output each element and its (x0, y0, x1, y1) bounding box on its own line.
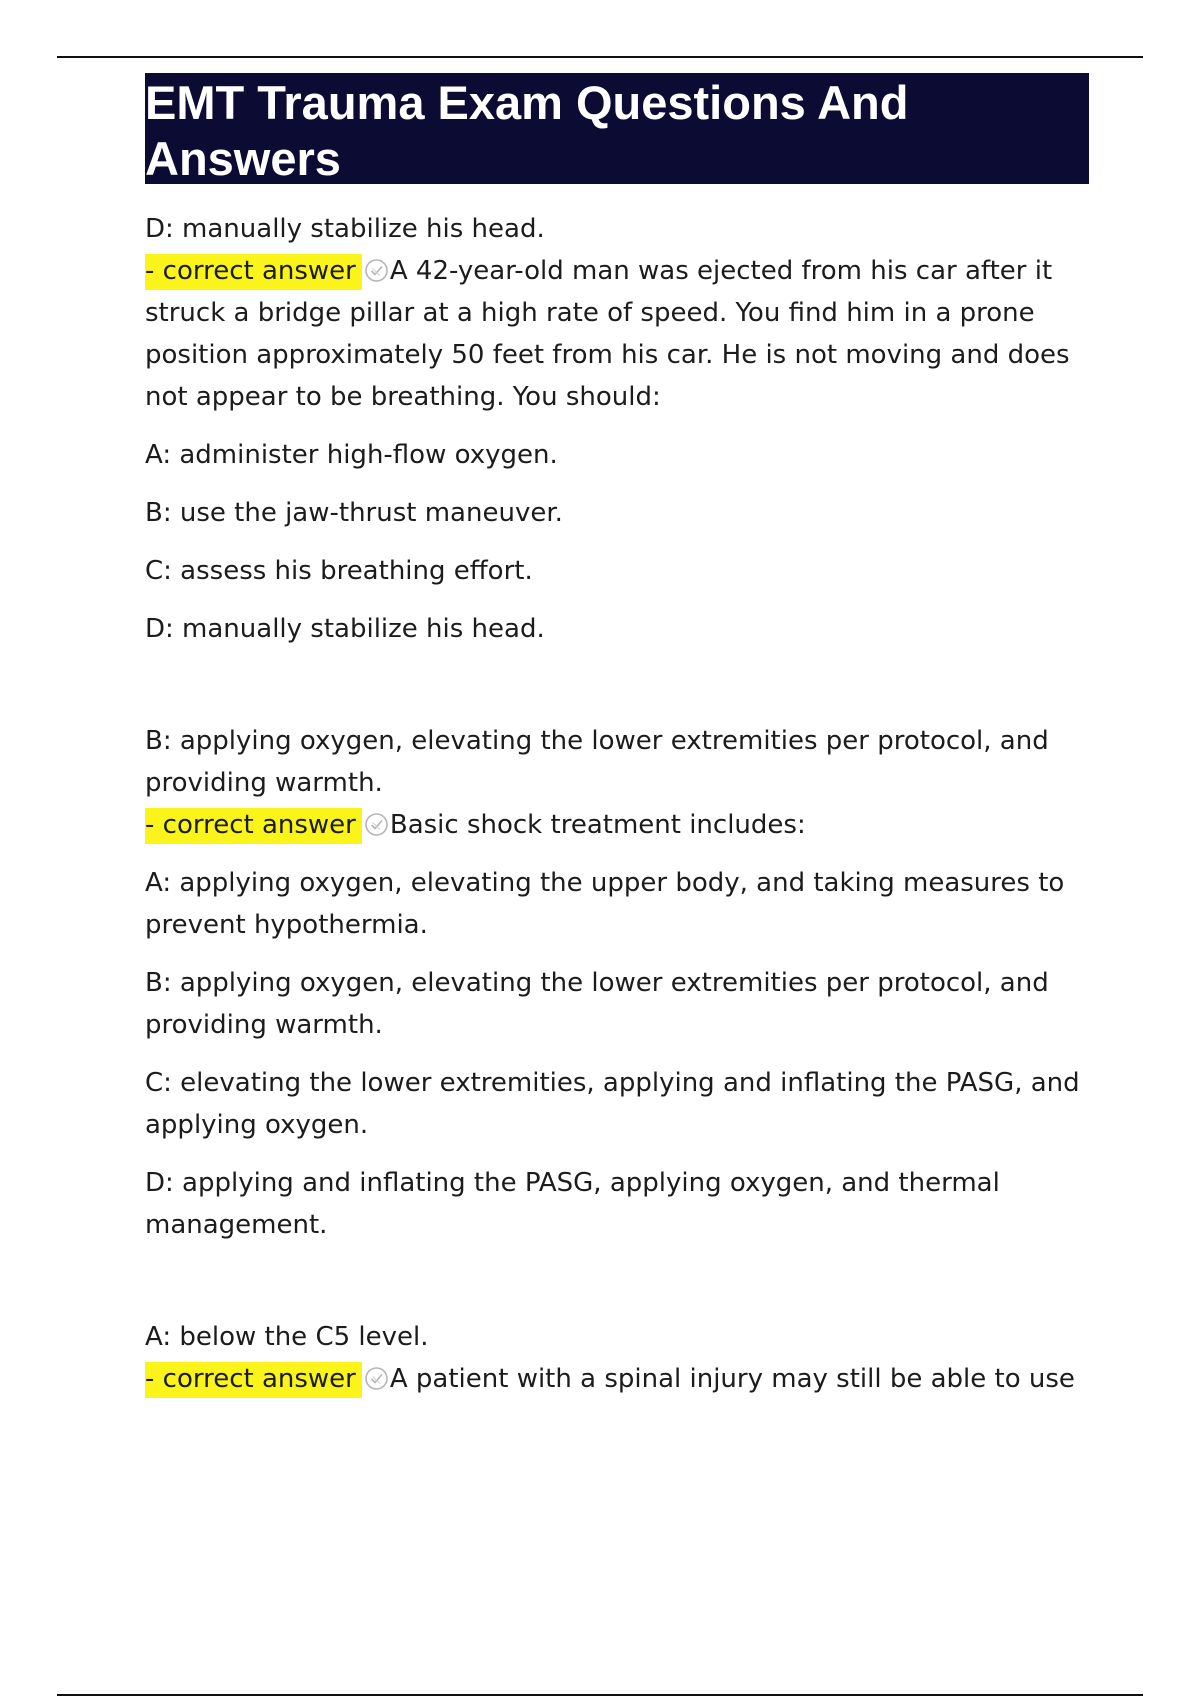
answer-text: A: below the C5 level. (145, 1322, 429, 1352)
check-circle-icon (364, 812, 389, 837)
question-line (145, 804, 1090, 846)
answer-text: D: manually stabilize his head. (145, 214, 545, 244)
top-rule (57, 56, 1143, 58)
correct-answer-marker: - correct answer (145, 808, 362, 844)
check-circle-icon (364, 258, 389, 283)
qa-item (145, 1316, 1090, 1400)
check-circle-icon (364, 1366, 389, 1391)
question-line (145, 250, 1090, 418)
question-text: Basic shock treatment includes: (389, 810, 806, 840)
qa-content (145, 208, 1090, 1416)
bottom-rule (57, 1694, 1143, 1696)
option-b: B: applying oxygen, elevating the lower extremities per protocol, and providing warmth. (145, 968, 1049, 1040)
question-text: A patient with a spinal injury may still be able to use (389, 1364, 1075, 1394)
option-b: B: use the jaw-thrust maneuver. (145, 498, 563, 528)
correct-answer-marker: - correct answer (145, 254, 362, 290)
item-spacer (145, 666, 1090, 720)
option-a: A: applying oxygen, elevating the upper body, and taking measures to prevent hypothermia. (145, 868, 1065, 940)
option-d: D: applying and inflating the PASG, applying oxygen, and thermal management. (145, 1168, 1000, 1240)
option-d: D: manually stabilize his head. (145, 614, 545, 644)
question-text: A 42-year-old man was ejected from his car after it struck a bridge pillar at a high rate of speed. You find him in a prone position approximately 50 feet from his car. He is not moving and does not appear to be breathing. You should: (145, 256, 1070, 412)
item-spacer (145, 1262, 1090, 1316)
title-banner (145, 73, 1089, 184)
option-c: C: assess his breathing effort. (145, 556, 533, 586)
option-c: C: elevating the lower extremities, applying and inflating the PASG, and applying oxygen. (145, 1068, 1080, 1140)
question-line (145, 1358, 1090, 1400)
answer-text: B: applying oxygen, elevating the lower extremities per protocol, and providing warmth. (145, 726, 1049, 798)
qa-item (145, 208, 1090, 418)
option-a: A: administer high-flow oxygen. (145, 440, 558, 470)
page-title: EMT Trauma Exam Questions And Answers (145, 76, 909, 185)
qa-item (145, 720, 1090, 846)
correct-answer-marker: - correct answer (145, 1362, 362, 1398)
